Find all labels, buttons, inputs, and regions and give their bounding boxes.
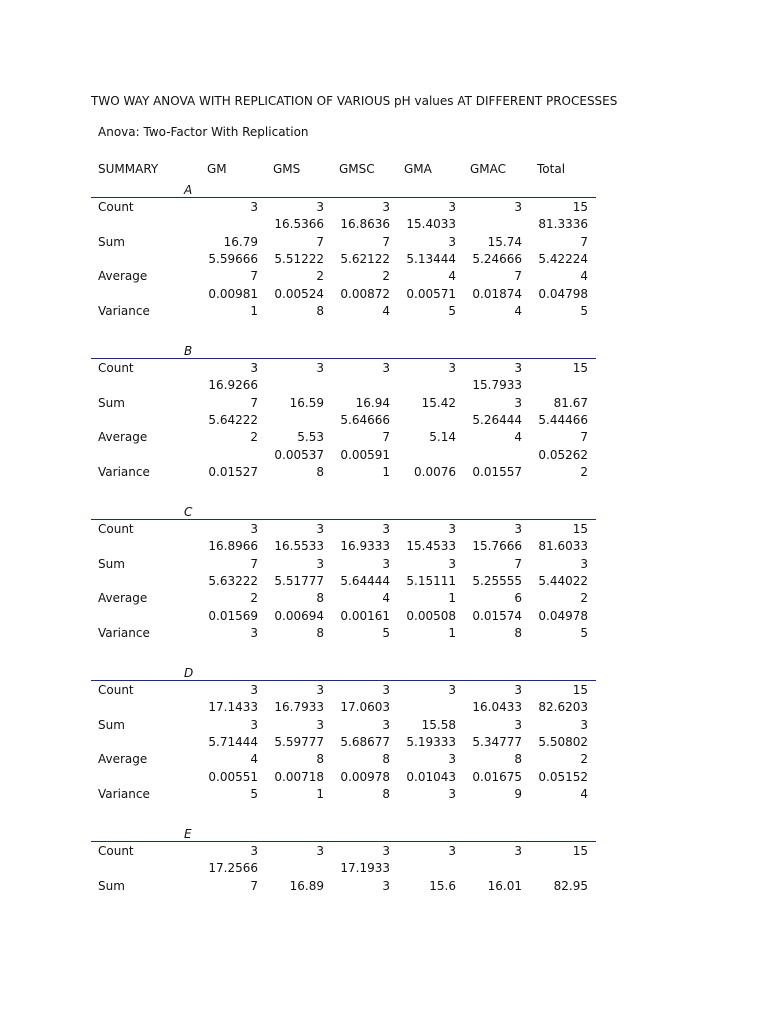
table-cell: 16.8966 — [208, 539, 258, 554]
table-cell: 0.01574 — [472, 608, 522, 623]
table-cell: 4 — [580, 269, 588, 284]
group-label: B — [184, 344, 193, 358]
table-cell: 3 — [316, 200, 324, 214]
group-label: C — [184, 505, 193, 519]
table-cell: 3 — [448, 361, 456, 375]
table-cell: 8 — [316, 464, 324, 479]
table-cell: 15 — [572, 361, 588, 375]
table-cell: 0.01874 — [472, 286, 522, 301]
table-cell: 3 — [580, 717, 588, 732]
table-cell: 0.04978 — [538, 608, 588, 623]
table-cell: 3 — [514, 844, 522, 858]
table-cell: 5.50802 — [538, 734, 588, 749]
table-cell: 3 — [448, 234, 456, 249]
row-label: Sum — [98, 395, 125, 410]
table-cell: 3 — [514, 361, 522, 375]
table-cell: 4 — [448, 269, 456, 284]
table-cell: 0.00591 — [340, 447, 390, 462]
table-cell: 0.00524 — [274, 286, 324, 301]
table-cell: 15.58 — [421, 717, 456, 732]
table-cell: 0.00981 — [208, 286, 258, 301]
table-cell: 16.79 — [223, 234, 258, 249]
table-cell: 15 — [572, 683, 588, 697]
table-cell: 15 — [572, 200, 588, 214]
group-divider — [91, 197, 596, 198]
row-label: Variance — [98, 303, 150, 318]
table-row — [0, 769, 768, 785]
table-cell: 4 — [382, 591, 390, 606]
table-cell: 3 — [316, 361, 324, 375]
table-cell: 2 — [382, 269, 390, 284]
group-divider — [91, 358, 596, 359]
table-cell: 5.51777 — [274, 573, 324, 588]
table-cell: 1 — [250, 303, 258, 318]
table-cell: 0.00161 — [340, 608, 390, 623]
table-row — [0, 464, 768, 480]
table-cell: 8 — [382, 786, 390, 801]
table-cell: 5.64666 — [340, 412, 390, 427]
table-cell: 15 — [572, 844, 588, 858]
table-cell: 5.64444 — [340, 573, 390, 588]
table-cell: 0.05262 — [538, 447, 588, 462]
table-cell: 0.01675 — [472, 769, 522, 784]
table-cell: 15.6 — [429, 878, 456, 893]
table-cell: 3 — [448, 683, 456, 697]
table-cell: 3 — [250, 522, 258, 536]
document-title: TWO WAY ANOVA WITH REPLICATION OF VARIOUS pH values AT DIFFERENT PROCESSES — [91, 94, 618, 108]
table-cell: 5 — [250, 786, 258, 801]
table-cell: 0.00571 — [406, 286, 456, 301]
table-cell: 3 — [382, 717, 390, 732]
table-cell: 0.00508 — [406, 608, 456, 623]
table-cell: 5 — [382, 625, 390, 640]
table-row — [0, 590, 768, 606]
table-cell: 16.9266 — [208, 378, 258, 393]
table-header-row — [0, 161, 768, 177]
table-cell: 3 — [316, 683, 324, 697]
table-cell: 3 — [250, 200, 258, 214]
table-row — [0, 573, 768, 589]
table-cell: 17.1433 — [208, 700, 258, 715]
table-row — [0, 268, 768, 284]
table-cell: 0.01043 — [406, 769, 456, 784]
header-gm: GM — [207, 162, 227, 176]
table-row — [0, 303, 768, 319]
table-cell: 5.26444 — [472, 412, 522, 427]
table-cell: 3 — [448, 786, 456, 801]
table-cell: 2 — [316, 269, 324, 284]
table-cell: 7 — [250, 556, 258, 571]
table-cell: 5.42224 — [538, 251, 588, 266]
table-cell: 82.95 — [553, 878, 588, 893]
table-row — [0, 682, 768, 698]
table-cell: 6 — [514, 591, 522, 606]
table-cell: 16.89 — [289, 878, 324, 893]
table-cell: 82.6203 — [538, 700, 588, 715]
table-cell: 3 — [382, 522, 390, 536]
table-cell: 5.25555 — [472, 573, 522, 588]
table-row — [0, 860, 768, 876]
table-cell: 5.24666 — [472, 251, 522, 266]
header-summary: SUMMARY — [98, 162, 159, 176]
group-label: D — [184, 666, 194, 680]
group-divider — [91, 841, 596, 842]
group-label: E — [184, 827, 192, 841]
table-cell: 17.1933 — [340, 861, 390, 876]
table-cell: 3 — [316, 717, 324, 732]
table-cell: 4 — [514, 303, 522, 318]
table-row — [0, 447, 768, 463]
table-cell: 0.00978 — [340, 769, 390, 784]
row-label: Sum — [98, 717, 125, 732]
table-cell: 15.4533 — [406, 539, 456, 554]
table-cell: 5.14 — [429, 430, 456, 445]
table-cell: 3 — [250, 361, 258, 375]
table-cell: 3 — [514, 683, 522, 697]
table-cell: 0.05152 — [538, 769, 588, 784]
table-cell: 15.74 — [487, 234, 522, 249]
table-cell: 5.19333 — [406, 734, 456, 749]
table-row — [0, 234, 768, 250]
table-cell: 5.44022 — [538, 573, 588, 588]
table-cell: 3 — [316, 522, 324, 536]
table-cell: 2 — [580, 591, 588, 606]
table-cell: 2 — [250, 591, 258, 606]
table-cell: 5.13444 — [406, 251, 456, 266]
table-row — [0, 786, 768, 802]
table-cell: 5 — [448, 303, 456, 318]
row-label: Count — [98, 522, 134, 536]
table-cell: 8 — [316, 303, 324, 318]
table-row — [0, 412, 768, 428]
row-label: Average — [98, 752, 148, 767]
table-cell: 16.5533 — [274, 539, 324, 554]
table-cell: 3 — [382, 361, 390, 375]
table-cell: 0.00694 — [274, 608, 324, 623]
table-cell: 5.59666 — [208, 251, 258, 266]
table-row — [0, 556, 768, 572]
table-cell: 16.7933 — [274, 700, 324, 715]
table-cell: 4 — [514, 430, 522, 445]
table-row — [0, 843, 768, 859]
table-row — [0, 538, 768, 554]
table-cell: 8 — [316, 625, 324, 640]
row-label: Average — [98, 269, 148, 284]
table-cell: 3 — [382, 844, 390, 858]
table-cell: 17.2566 — [208, 861, 258, 876]
table-cell: 0.00872 — [340, 286, 390, 301]
table-cell: 8 — [382, 752, 390, 767]
table-cell: 15.42 — [421, 395, 456, 410]
header-gms: GMS — [273, 162, 301, 176]
table-cell: 5.51222 — [274, 251, 324, 266]
table-cell: 8 — [316, 591, 324, 606]
table-row — [0, 878, 768, 894]
row-label: Average — [98, 430, 148, 445]
table-cell: 16.8636 — [340, 217, 390, 232]
table-cell: 5.53 — [297, 430, 324, 445]
row-label: Sum — [98, 878, 125, 893]
table-cell: 0.00551 — [208, 769, 258, 784]
table-cell: 5.15111 — [406, 573, 456, 588]
table-row — [0, 734, 768, 750]
table-cell: 3 — [382, 878, 390, 893]
table-cell: 5 — [580, 303, 588, 318]
table-row — [0, 216, 768, 232]
table-cell: 7 — [250, 269, 258, 284]
table-cell: 15.7933 — [472, 378, 522, 393]
table-cell: 1 — [448, 625, 456, 640]
row-label: Count — [98, 844, 134, 858]
table-cell: 7 — [250, 395, 258, 410]
table-row — [0, 521, 768, 537]
table-row — [0, 625, 768, 641]
table-row — [0, 699, 768, 715]
table-cell: 1 — [448, 591, 456, 606]
table-row — [0, 360, 768, 376]
table-cell: 7 — [382, 430, 390, 445]
row-label: Count — [98, 361, 134, 375]
table-cell: 3 — [448, 556, 456, 571]
table-cell: 3 — [250, 844, 258, 858]
table-cell: 3 — [448, 200, 456, 214]
table-row — [0, 429, 768, 445]
table-cell: 0.01527 — [208, 464, 258, 479]
header-gmac: GMAC — [470, 162, 507, 176]
table-row — [0, 377, 768, 393]
table-cell: 0.00537 — [274, 447, 324, 462]
table-cell: 3 — [316, 556, 324, 571]
table-cell: 3 — [382, 200, 390, 214]
table-cell: 3 — [250, 717, 258, 732]
table-cell: 4 — [250, 752, 258, 767]
table-cell: 0.0076 — [414, 464, 456, 479]
table-row — [0, 395, 768, 411]
table-cell: 3 — [514, 522, 522, 536]
row-label: Count — [98, 683, 134, 697]
table-cell: 16.5366 — [274, 217, 324, 232]
table-cell: 3 — [250, 625, 258, 640]
table-cell: 3 — [382, 556, 390, 571]
table-cell: 8 — [514, 625, 522, 640]
table-cell: 3 — [316, 844, 324, 858]
table-cell: 15.4033 — [406, 217, 456, 232]
table-cell: 5.64222 — [208, 412, 258, 427]
table-row — [0, 608, 768, 624]
header-total: Total — [537, 162, 566, 176]
anova-subtitle: Anova: Two-Factor With Replication — [98, 125, 309, 139]
table-row — [0, 751, 768, 767]
table-cell: 0.01557 — [472, 464, 522, 479]
table-cell: 3 — [448, 752, 456, 767]
table-cell: 5.71444 — [208, 734, 258, 749]
table-cell: 8 — [316, 752, 324, 767]
table-cell: 16.01 — [487, 878, 522, 893]
table-row — [0, 286, 768, 302]
table-cell: 5.63222 — [208, 573, 258, 588]
table-cell: 3 — [382, 683, 390, 697]
table-cell: 1 — [316, 786, 324, 801]
table-cell: 5.59777 — [274, 734, 324, 749]
table-cell: 5 — [580, 625, 588, 640]
header-gma: GMA — [404, 162, 432, 176]
table-cell: 81.6033 — [538, 539, 588, 554]
table-cell: 4 — [382, 303, 390, 318]
table-cell: 0.04798 — [538, 286, 588, 301]
row-label: Sum — [98, 234, 125, 249]
row-label: Variance — [98, 625, 150, 640]
table-cell: 7 — [580, 234, 588, 249]
table-row — [0, 717, 768, 733]
table-cell: 2 — [580, 752, 588, 767]
table-cell: 15.7666 — [472, 539, 522, 554]
table-cell: 7 — [580, 430, 588, 445]
table-cell: 0.00718 — [274, 769, 324, 784]
table-cell: 2 — [250, 430, 258, 445]
table-cell: 4 — [580, 786, 588, 801]
table-cell: 0.01569 — [208, 608, 258, 623]
table-cell: 8 — [514, 752, 522, 767]
table-cell: 7 — [316, 234, 324, 249]
table-row — [0, 251, 768, 267]
table-cell: 5.62122 — [340, 251, 390, 266]
table-cell: 5.34777 — [472, 734, 522, 749]
table-cell: 5.68677 — [340, 734, 390, 749]
table-cell: 2 — [580, 464, 588, 479]
row-label: Count — [98, 200, 134, 214]
table-cell: 81.3336 — [538, 217, 588, 232]
table-cell: 3 — [580, 556, 588, 571]
table-row — [0, 199, 768, 215]
group-divider — [91, 519, 596, 520]
table-cell: 16.0433 — [472, 700, 522, 715]
row-label: Variance — [98, 464, 150, 479]
table-cell: 3 — [448, 844, 456, 858]
table-cell: 81.67 — [553, 395, 588, 410]
table-cell: 17.0603 — [340, 700, 390, 715]
table-cell: 5.44466 — [538, 412, 588, 427]
table-cell: 7 — [514, 556, 522, 571]
table-cell: 15 — [572, 522, 588, 536]
table-cell: 3 — [514, 200, 522, 214]
header-gmsc: GMSC — [339, 162, 375, 176]
table-cell: 16.9333 — [340, 539, 390, 554]
table-cell: 1 — [382, 464, 390, 479]
table-cell: 7 — [382, 234, 390, 249]
table-cell: 3 — [514, 717, 522, 732]
table-cell: 7 — [250, 878, 258, 893]
table-cell: 7 — [514, 269, 522, 284]
group-divider — [91, 680, 596, 681]
table-cell: 16.94 — [355, 395, 390, 410]
group-label: A — [184, 183, 193, 197]
row-label: Sum — [98, 556, 125, 571]
row-label: Average — [98, 591, 148, 606]
table-cell: 9 — [514, 786, 522, 801]
table-cell: 3 — [250, 683, 258, 697]
table-cell: 16.59 — [289, 395, 324, 410]
row-label: Variance — [98, 786, 150, 801]
table-cell: 3 — [448, 522, 456, 536]
table-cell: 3 — [514, 395, 522, 410]
